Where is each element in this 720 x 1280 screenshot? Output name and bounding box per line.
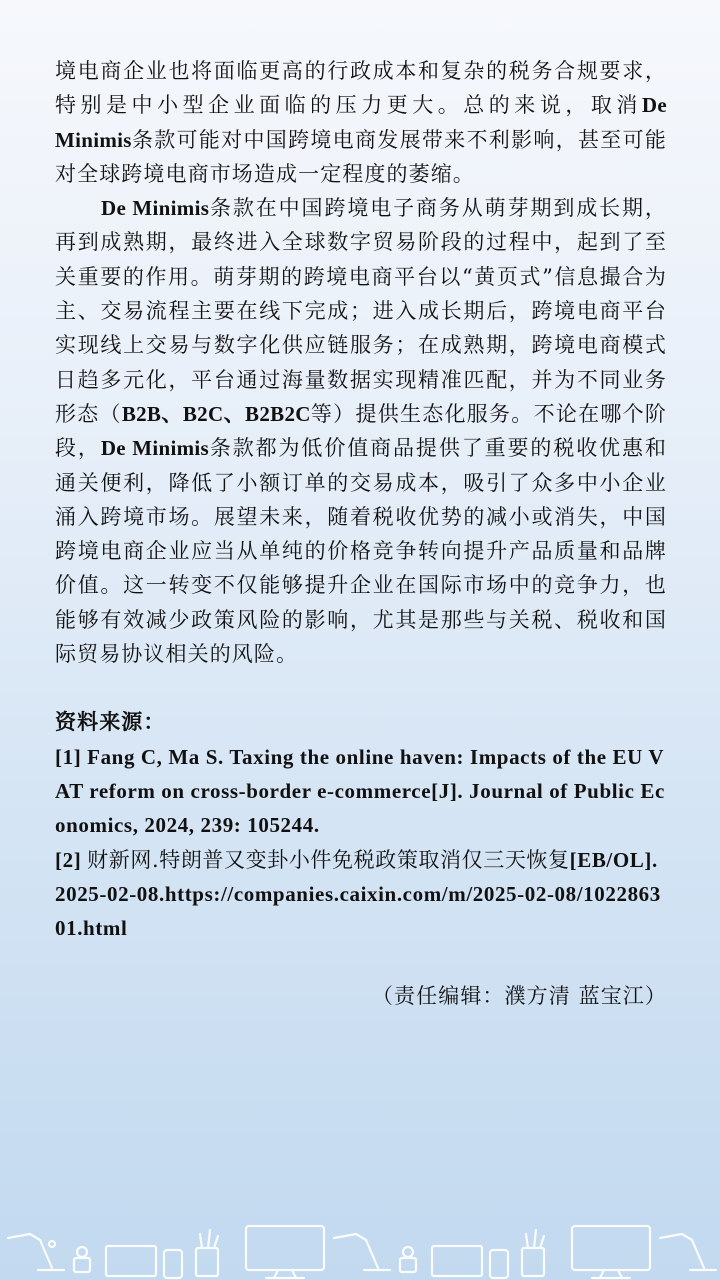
reference-2 xyxy=(55,843,667,946)
reference-2-url: [EB/OL].2025-02-08.https://companies.caixin.com/m/2025-02-08/102286301.html xyxy=(55,847,661,941)
business-forms: B2B、B2C、B2B2C xyxy=(121,401,311,426)
paragraph-2-part-3: 条款都为低价值商品提供了重要的税收优惠和通关便利，降低了小额订单的交易成本，吸引了众多中小企业涌入跨境市场。展望未来，随着税收优势的减小或消失，中国跨境电商企业应当从单纯的价格竞争转向提升产品质量和品牌价值。这一转变不仅能够提升企业在国际市场中的竞争力，也能够有效减少政策风险的影响，尤其是那些与关税、税收和国际贸易协议相关的风险。 xyxy=(55,436,668,667)
reference-1: [1] Fang C, Ma S. Taxing the online haven: Impacts of the EU VAT reform on cross-border e-commerce[J]. Journal of Public Economics, 2024, 239: 105244. xyxy=(55,744,665,838)
monitor-icon xyxy=(246,1226,324,1278)
paragraph-1-part-2: 条款可能对中国跨境电商发展带来不利影响，甚至可能对全球跨境电商市场造成一定程度的萎缩。 xyxy=(55,127,667,186)
references-heading: 资料来源： xyxy=(55,709,166,735)
paragraph-1-part-1: 境电商企业也将面临更高的行政成本和复杂的税务合规要求，特别是中小型企业面临的压力更大。总的来说，取消 xyxy=(55,59,667,118)
de-minimis-term: De Minimis xyxy=(55,93,667,152)
tablet-icon xyxy=(106,1246,156,1276)
pencil-cup-icon xyxy=(196,1230,218,1276)
reference-2-title: 财新网.特朗普又变卦小件免税政策取消仅三天恢复 xyxy=(87,847,570,872)
plant-pot-icon xyxy=(400,1247,416,1272)
office-items-decoration xyxy=(0,1210,720,1280)
reference-2-number: [2] xyxy=(55,847,88,872)
paragraph-2 xyxy=(55,191,667,671)
desk-lamp-icon xyxy=(334,1234,390,1270)
plant-pot-icon xyxy=(74,1247,90,1272)
desk-lamp-icon xyxy=(8,1234,64,1270)
de-minimis-term: De Minimis xyxy=(100,436,210,461)
phone-icon xyxy=(164,1250,182,1278)
phone-icon xyxy=(490,1250,508,1278)
desk-lamp-icon xyxy=(660,1234,716,1270)
pencil-cup-icon xyxy=(522,1230,544,1276)
paragraph-2-part-2: 等）提供生态化服务。不论在哪个阶段， xyxy=(55,401,668,461)
article-content xyxy=(55,54,667,1014)
responsible-editor: （责任编辑：濮方清 蓝宝江） xyxy=(371,984,667,1009)
paragraph-1 xyxy=(55,54,667,191)
tablet-icon xyxy=(432,1246,482,1276)
paragraph-2-part-1: 条款在中国跨境电子商务从萌芽期到成长期，再到成熟期，最终进入全球数字贸易阶段的过程中，起到了至关重要的作用。萌芽期的跨境电商平台以“黄页式”信息撮合为主、交易流程主要在线下完成；进入成长期后，跨境电商平台实现线上交易与数字化供应链服务；在成熟期，跨境电商模式日趋多元化，平台通过海量数据实现精准匹配，并为不同业务形态（ xyxy=(55,196,668,426)
de-minimis-term: De Minimis xyxy=(101,196,210,221)
monitor-icon xyxy=(572,1226,650,1278)
